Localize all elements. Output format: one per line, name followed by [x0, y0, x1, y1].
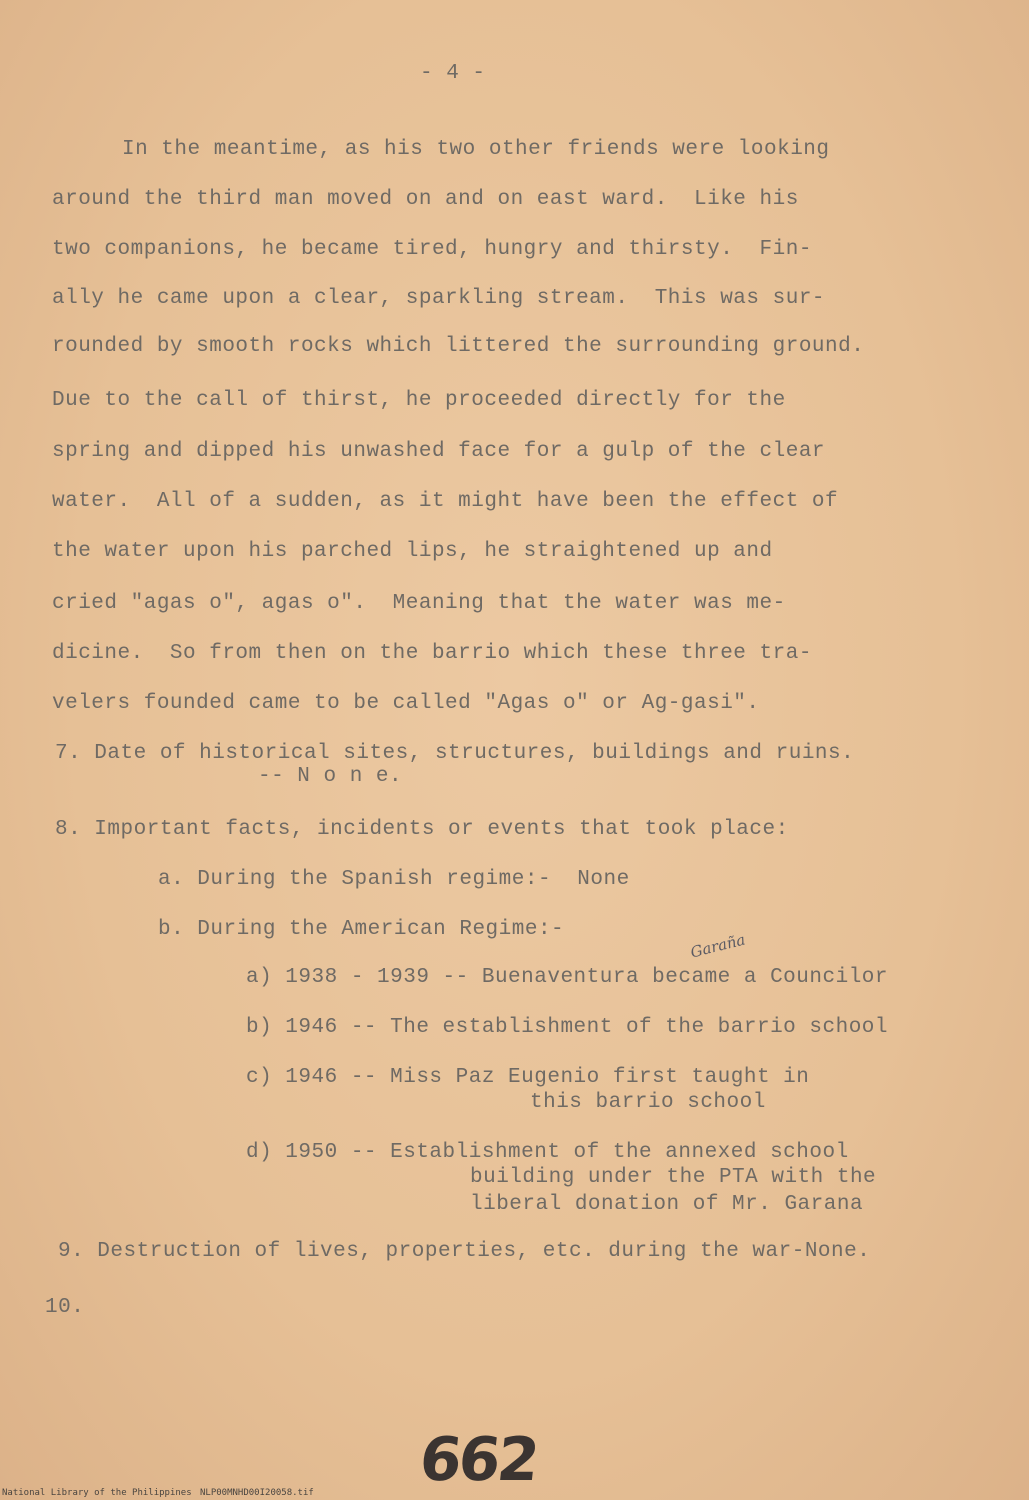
- event-entry-d: d) 1950 -- Establishment of the annexed school: [246, 1141, 849, 1164]
- paragraph-line: ally he came upon a clear, sparkling stream. This was sur-: [52, 287, 826, 310]
- item-10: 10.: [45, 1296, 85, 1319]
- event-entry-c-continued: this barrio school: [530, 1091, 766, 1114]
- paragraph-line: cried "agas o", agas o". Meaning that the water was me-: [52, 592, 786, 615]
- paragraph-line: In the meantime, as his two other friends were looking: [122, 138, 830, 161]
- event-entry-d-continued: building under the PTA with the: [470, 1166, 877, 1189]
- paragraph-line: around the third man moved on and on east ward. Like his: [52, 188, 799, 211]
- item-7-answer: -- N o n e.: [258, 765, 403, 788]
- paragraph-line: two companions, he became tired, hungry and thirsty. Fin-: [52, 238, 812, 261]
- event-entry-d-continued: liberal donation of Mr. Garana: [470, 1193, 864, 1216]
- footer-filename: NLP00MNHD00I20058.tif: [200, 1488, 314, 1498]
- item-8-american-regime: b. During the American Regime:-: [158, 918, 565, 941]
- handwritten-insert: Garaña: [688, 930, 748, 962]
- item-7-historical-sites: 7. Date of historical sites, structures, buildings and ruins.: [55, 742, 855, 765]
- event-entry-a: a) 1938 - 1939 -- Buenaventura became a Councilor: [246, 966, 889, 989]
- paragraph-line: spring and dipped his unwashed face for a gulp of the clear: [52, 440, 826, 463]
- item-9-destruction: 9. Destruction of lives, properties, etc. during the war-None.: [58, 1240, 871, 1263]
- page-number: - 4 -: [420, 62, 486, 85]
- paragraph-line: the water upon his parched lips, he straightened up and: [52, 540, 773, 563]
- paragraph-line: Due to the call of thirst, he proceeded directly for the: [52, 389, 786, 412]
- item-8-heading: 8. Important facts, incidents or events that took place:: [55, 818, 789, 841]
- paragraph-line: rounded by smooth rocks which littered the surrounding ground.: [52, 335, 865, 358]
- paragraph-line: water. All of a sudden, as it might have been the effect of: [52, 490, 839, 513]
- footer-library: National Library of the Philippines: [2, 1488, 192, 1498]
- event-entry-c: c) 1946 -- Miss Paz Eugenio first taught in: [246, 1066, 810, 1089]
- item-8-spanish-regime: a. During the Spanish regime:- None: [158, 868, 630, 891]
- paragraph-line: velers founded came to be called "Agas o" or Ag-gasi".: [52, 692, 760, 715]
- paragraph-line: dicine. So from then on the barrio which these three tra-: [52, 642, 812, 665]
- page-stamp-number: 662: [416, 1425, 540, 1495]
- event-entry-b: b) 1946 -- The establishment of the barrio school: [246, 1016, 889, 1039]
